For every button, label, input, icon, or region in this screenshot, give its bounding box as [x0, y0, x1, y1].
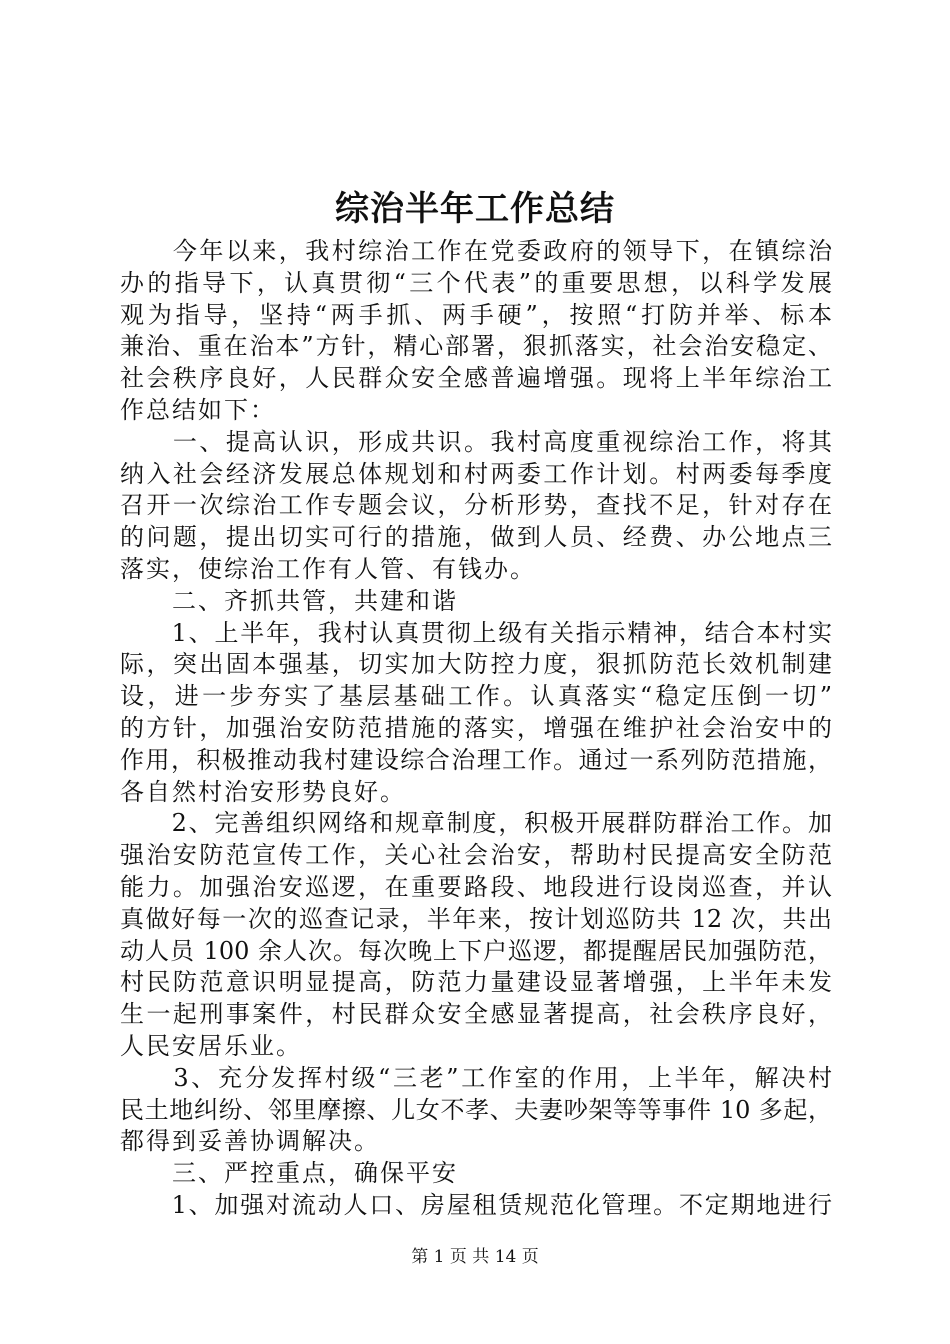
text-line: 村民防范意识明显提高，防范力量建设显著增强，上半年未发: [120, 968, 832, 997]
text-line: 民土地纠纷、邻里摩擦、儿女不孝、夫妻吵架等等事件 10 多起，: [120, 1095, 832, 1124]
text-line: 1、加强对流动人口、房屋租赁规范化管理。不定期地进行: [120, 1190, 832, 1219]
text-line: 各自然村治安形势良好。: [120, 777, 406, 806]
page-footer: 第 1 页 共 14 页: [411, 1247, 539, 1267]
text-line: 今年以来，我村综治工作在党委政府的领导下，在镇综治: [120, 237, 832, 265]
text-line: 的方针，加强治安防范措施的落实，增强在维护社会治安中的: [120, 713, 832, 742]
text-line: 2、完善组织网络和规章制度，积极开展群防群治工作。加: [120, 809, 832, 838]
text-line: 落实，使综治工作有人管、有钱办。: [120, 554, 536, 583]
text-line: 能力。加强治安巡逻，在重要路段、地段进行设岗巡查，并认: [120, 872, 832, 901]
text-line: 1、上半年，我村认真贯彻上级有关指示精神，结合本村实: [120, 618, 832, 647]
text-line: 一、提高认识，形成共识。我村高度重视综治工作，将其: [120, 427, 832, 456]
text-line: 的问题，提出切实可行的措施，做到人员、经费、办公地点三: [120, 523, 832, 552]
document-title: 综治半年工作总结: [335, 189, 615, 229]
text-line: 二、齐抓共管，共建和谐: [120, 586, 458, 615]
text-line: 动人员 100 余人次。每次晚上下户巡逻，都提醒居民加强防范，: [120, 936, 832, 965]
text-line: 社会秩序良好，人民群众安全感普遍增强。现将上半年综治工: [120, 364, 832, 393]
text-line: 际，突出固本强基，切实加大防控力度，狠抓防范长效机制建: [120, 650, 832, 679]
text-line: 纳入社会经济发展总体规划和村两委工作计划。村两委每季度: [120, 459, 832, 488]
text-line: 人民安居乐业。: [120, 1031, 302, 1060]
text-line: 三、严控重点，确保平安: [120, 1159, 458, 1188]
text-line: 观为指导，坚持“两手抓、两手硬”，按照“打防并举、标本: [120, 300, 832, 329]
text-line: 设，进一步夯实了基层基础工作。认真落实“稳定压倒一切”: [120, 682, 832, 711]
text-line: 办的指导下，认真贯彻“三个代表”的重要思想，以科学发展: [120, 268, 832, 297]
text-line: 都得到妥善协调解决。: [120, 1127, 380, 1156]
text-line: 兼治、重在治本”方针，精心部署，狠抓落实，社会治安稳定、: [120, 332, 832, 361]
text-line: 真做好每一次的巡查记录，半年来，按计划巡防共 12 次，共出: [120, 904, 832, 933]
text-line: 召开一次综治工作专题会议，分析形势，查找不足，针对存在: [120, 491, 832, 520]
text-line: 作总结如下：: [120, 395, 276, 424]
text-line: 生一起刑事案件，村民群众安全感显著提高，社会秩序良好，: [120, 1000, 832, 1029]
text-line: 3、充分发挥村级“三老”工作室的作用，上半年，解决村: [120, 1063, 832, 1092]
text-line: 强治安防范宣传工作，关心社会治安，帮助村民提高安全防范: [120, 841, 832, 870]
text-line: 作用，积极推动我村建设综合治理工作。通过一系列防范措施，: [120, 745, 832, 774]
document-body: [120, 236, 832, 1222]
